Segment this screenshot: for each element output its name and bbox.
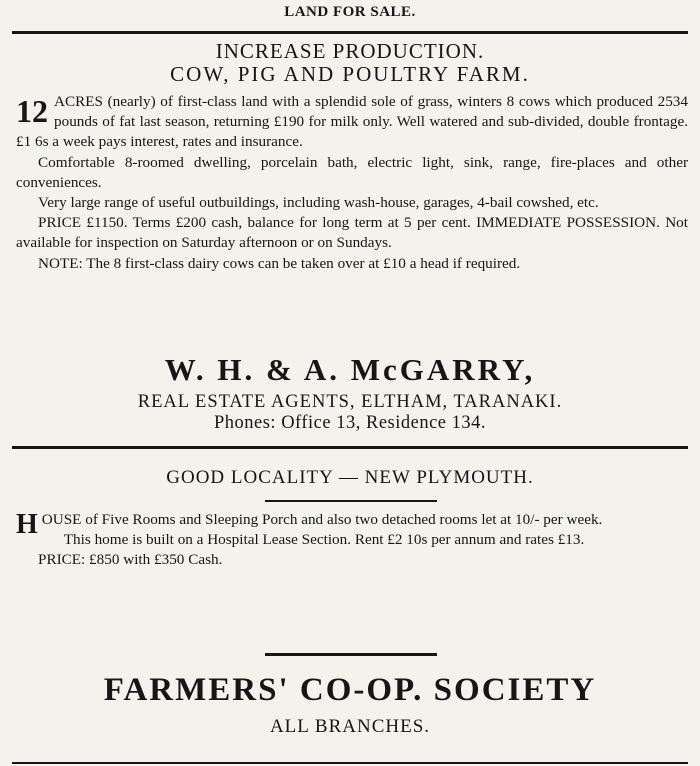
house-ad-dropcap: H <box>16 509 38 540</box>
house-ad-headline: GOOD LOCALITY — NEW PLYMOUTH. <box>166 467 534 488</box>
house-ad-body <box>16 510 688 571</box>
agent-name: W. H. & A. McGARRY, <box>164 352 536 387</box>
farm-ad-dropcap: 12 <box>16 93 48 129</box>
farm-ad-paragraph-1: ACRES (nearly) of first-class land with a splendid sole of grass, winters 8 cows which produced 2534 pounds of fat last season, returning £190 for milk only. Well watered and sub-divided, double frontage. £1 6s a week pays interest, rates and insurance. <box>16 93 688 151</box>
farm-ad-body <box>16 92 688 274</box>
farm-ad-headline: INCREASE PRODUCTION. <box>215 39 485 63</box>
divider <box>12 31 688 34</box>
divider <box>265 653 437 656</box>
agent-address: REAL ESTATE AGENTS, ELTHAM, TARANAKI. <box>137 392 563 412</box>
farm-ad-paragraph-3: Very large range of useful outbuildings, including wash-house, garages, 4-bail cowshed, etc. <box>38 194 599 212</box>
farm-ad-subheadline: COW, PIG AND POULTRY FARM. <box>170 62 530 86</box>
divider <box>12 446 688 449</box>
coop-name: FARMERS' CO-OP. SOCIETY <box>103 672 597 708</box>
farm-ad-note: NOTE: The 8 first-class dairy cows can be taken over at £10 a head if required. <box>38 254 521 272</box>
farm-ad-paragraph-2: Comfortable 8-roomed dwelling, porcelain bath, electric light, sink, range, fire-places and other conveniences. <box>16 153 688 191</box>
house-ad-paragraph-1: OUSE of Five Rooms and Sleeping Porch and also two detached rooms let at 10/- per week. <box>41 511 603 528</box>
agent-phones: Phones: Office 13, Residence 134. <box>213 413 487 433</box>
divider <box>12 762 688 764</box>
house-ad-price: PRICE: £850 with £350 Cash. <box>38 551 223 569</box>
divider <box>265 500 437 502</box>
coop-branches: ALL BRANCHES. <box>269 716 431 737</box>
farm-ad-paragraph-4: PRICE £1150. Terms £200 cash, balance for long term at 5 per cent. IMMEDIATE POSSESSION. Not available for inspection on Saturday afternoon or on Sundays. <box>16 214 688 252</box>
section-header: LAND FOR SALE. <box>284 4 416 20</box>
house-ad-paragraph-2: This home is built on a Hospital Lease Section. Rent £2 10s per annum and rates £13. <box>63 531 585 549</box>
